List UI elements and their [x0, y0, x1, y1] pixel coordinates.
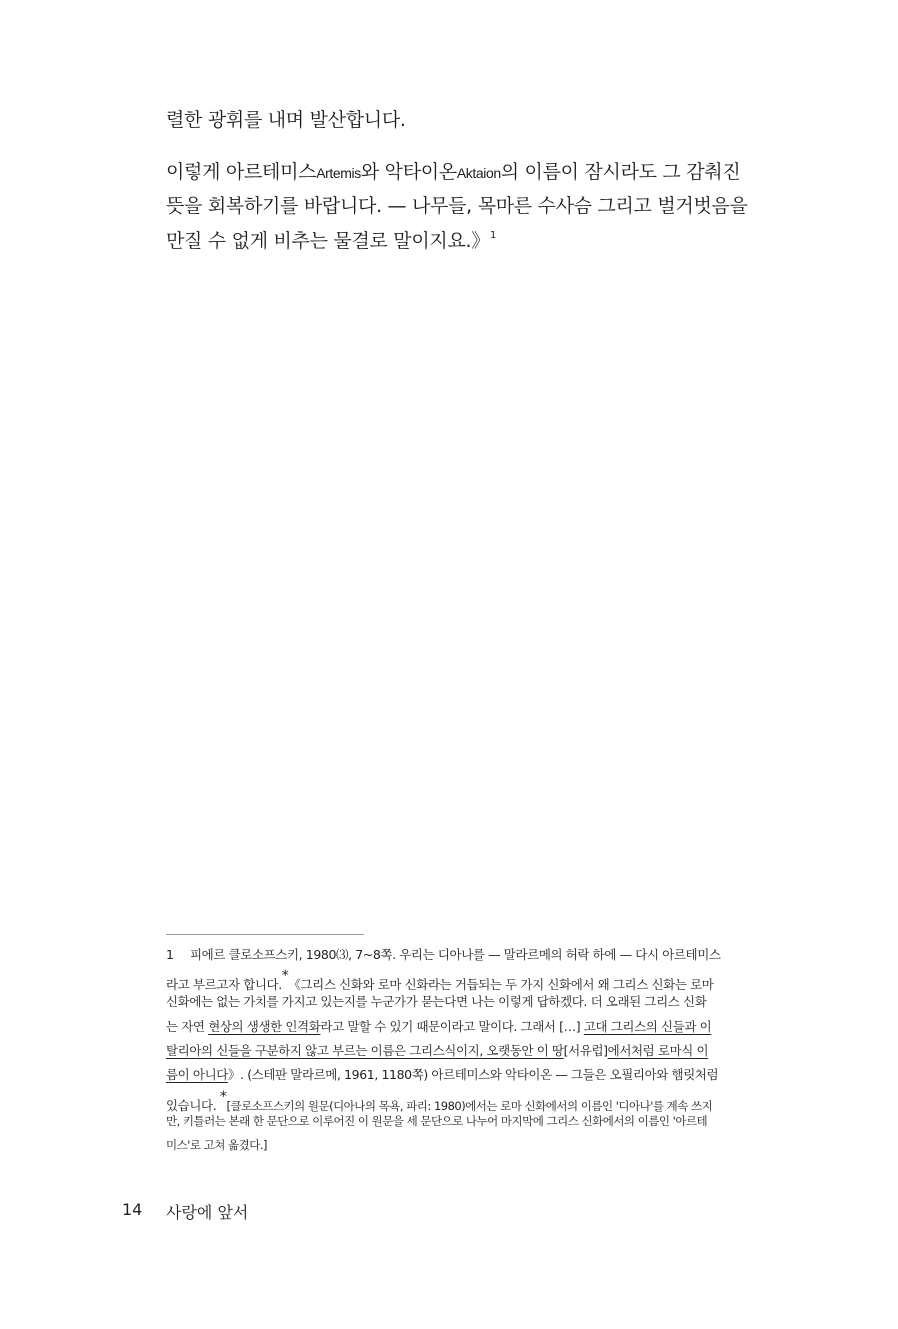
body-line-1: [166, 105, 766, 132]
translator-note-text: [클로소프스키의 원문(디아나의 목욕, 파리: 1980)에서는 로마 신화에서의 이름인 '디아나'를 계속 쓰지: [226, 1099, 713, 1113]
underlined-text: 현상의 생생한 인격화: [208, 1019, 321, 1034]
footnote-text: 라고 부르고자 합니다.: [166, 977, 282, 992]
aktaion-latin: Aktaion: [456, 165, 501, 181]
body-line-3: [166, 191, 766, 218]
asterisk-mark: *: [281, 968, 289, 984]
footnote-reference[interactable]: 1: [489, 230, 497, 241]
footnote-line-6: [166, 1065, 760, 1083]
underlined-text: 름이 아니다: [166, 1067, 228, 1082]
body-text: 의 이름이 잠시라도 그 감춰진: [500, 161, 741, 183]
body-line-2: [166, 157, 766, 184]
footnote-text: 신화에는 없는 가치를 가지고 있는지를 누군가가 묻는다면 나는 이렇게 답하겠다. 더 오래된 그리스 신화: [166, 994, 707, 1009]
footnote-text: 《그리스 신화와 로마 신화라는 거듭되는 두 가지 신화에서 왜 그리스 신화는 로마: [288, 977, 714, 992]
underlined-text: 고대 그리스의 신들과 이: [583, 1019, 712, 1034]
footnote-number: 1: [166, 947, 174, 962]
body-line-4: [166, 226, 766, 253]
asterisk-mark: *: [219, 1089, 227, 1105]
body-text: 이렇게 아르테미스: [166, 161, 317, 183]
footnote-text: 피에르 클로소프스키, 1980⑶, 7~8쪽. 우리는 디아나를 — 말라르메의 허락 하에 — 다시 아르테미스: [190, 947, 721, 962]
body-text: 뜻을 회복하기를 바랍니다. — 나무들, 목마른 수사슴 그리고 벌거벗음을: [166, 195, 748, 217]
footnote-text: 있습니다.: [166, 1098, 220, 1113]
footnote-rule: [166, 934, 364, 935]
underlined-text: 탈리아의 신들을 구분하지 않고 부르는 이름은 그리스식이지, 오랫동안 이 땅: [166, 1043, 564, 1058]
page-number: 14: [122, 1200, 143, 1219]
body-text: 만질 수 없게 비추는 물결로 말이지요.》: [166, 230, 490, 252]
footnote-text: [서유럽]: [563, 1043, 608, 1058]
footnote-text: 는 자연: [166, 1019, 209, 1034]
underlined-text: 에서처럼 로마식 이: [607, 1043, 709, 1058]
footnote-text: 》. (스테판 말라르메, 1961, 1180쪽) 아르테미스와 악타이온 — 그들은 오필리아와 햄릿처럼: [227, 1067, 719, 1082]
footnote-line-1: [166, 945, 760, 963]
artemis-latin: Artemis: [316, 165, 361, 181]
footnote-line-3: [166, 992, 760, 1010]
footnote-line-5: [166, 1041, 760, 1059]
footnote-line-8: [166, 1113, 760, 1129]
footnote-text: 라고 말할 수 있기 때문이라고 말이다. 그래서 […]: [320, 1019, 584, 1034]
footnote-line-7: [166, 1089, 760, 1114]
running-title: 사랑에 앞서: [166, 1203, 249, 1222]
body-text: 와 악타이온: [360, 161, 457, 183]
footnote-line-4: [166, 1017, 760, 1035]
body-text: 렬한 광휘를 내며 발산합니다.: [166, 109, 406, 131]
translator-note-text: 미스'로 고쳐 옮겼다.]: [166, 1138, 267, 1152]
footnote-line-9: [166, 1137, 760, 1153]
footnote-line-2: [166, 968, 760, 993]
translator-note-text: 만, 키틀러는 본래 한 문단으로 이루어진 이 원문을 세 문단으로 나누어 마지막에 그리스 신화에서의 이름인 '아르테: [166, 1114, 708, 1128]
